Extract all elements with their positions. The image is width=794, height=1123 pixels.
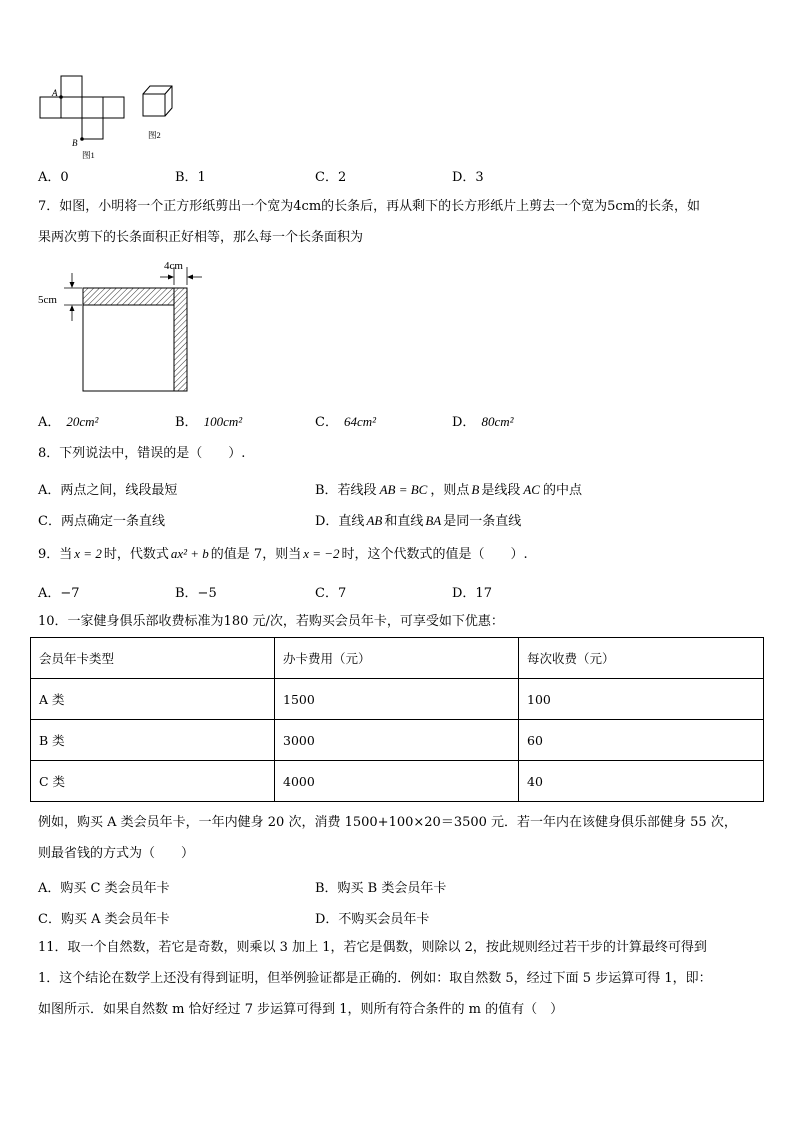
- q7-option-a: A． 20cm²: [38, 414, 99, 430]
- table-cell: 100: [519, 679, 764, 720]
- q10-option-b: B．购买 B 类会员年卡: [315, 881, 447, 896]
- q10-stem: 10．一家健身俱乐部收费标准为180 元/次，若购买会员年卡，可享受如下优惠：: [38, 614, 504, 629]
- q9-option-a: A．−7: [38, 586, 80, 601]
- q11-stem-line1: 11．取一个自然数，若它是奇数，则乘以 3 加上 1，若它是偶数，则除以 2，按此规则经过若干步的计算最终可得到: [38, 940, 707, 955]
- q10-example-line2: 则最省钱的方式为（ ）: [38, 846, 195, 861]
- table-cell: B 类: [31, 720, 275, 761]
- dim-4cm-label: 4cm: [164, 260, 183, 272]
- table-row: [31, 679, 764, 720]
- table-cell: 40: [519, 761, 764, 802]
- table-cell: A 类: [31, 679, 275, 720]
- q9-option-b: B．−5: [175, 586, 217, 601]
- q8-option-c: C．两点确定一条直线: [38, 514, 165, 529]
- q10-option-c: C．购买 A 类会员年卡: [38, 912, 170, 927]
- table-header-cell: 办卡费用（元）: [275, 638, 519, 679]
- table-cell: 3000: [275, 720, 519, 761]
- table-cell: 1500: [275, 679, 519, 720]
- square-strip-figure: [36, 255, 206, 395]
- membership-table: [30, 637, 764, 802]
- q6-option-b: B．1: [175, 170, 206, 185]
- point-b-label: B: [72, 138, 78, 148]
- fig2-label: 图2: [148, 130, 161, 140]
- q7-option-d: D． 80cm²: [452, 414, 514, 430]
- table-cell: 4000: [275, 761, 519, 802]
- table-row: [31, 720, 764, 761]
- q10-example-line1: 例如，购买 A 类会员年卡，一年内健身 20 次，消费 1500+100×20＝3500 元．若一年内在该健身俱乐部健身 55 次，: [38, 815, 737, 830]
- q8-option-b: B．若线段 AB = BC ，则点 B 是线段 AC 的中点: [315, 482, 582, 498]
- q11-stem-line3: 如图所示．如果自然数 m 恰好经过 7 步运算可得到 1，则所有符合条件的 m 的值有（ ）: [38, 1002, 564, 1017]
- table-row: [31, 761, 764, 802]
- q8-stem: 8．下列说法中，错误的是（ ）.: [38, 446, 246, 461]
- q9-option-c: C．7: [315, 586, 347, 601]
- q8-option-a: A．两点之间，线段最短: [38, 483, 178, 498]
- q7-option-c: C． 64cm²: [315, 414, 377, 430]
- q6-option-d: D．3: [452, 170, 484, 185]
- table-header-row: [31, 638, 764, 679]
- point-a-label: A: [52, 88, 58, 98]
- q9-stem: 9．当 x = 2 时，代数式 ax² + b 的值是 7，则当 x = −2 时，这个代数式的值是（ ）.: [38, 546, 528, 562]
- q7-stem-line1: 7．如图，小明将一个正方形纸剪出一个宽为4cm的长条后，再从剩下的长方形纸片上剪去一个宽为5cm的长条，如: [38, 199, 701, 214]
- table-cell: C 类: [31, 761, 275, 802]
- q7-option-b: B． 100cm²: [175, 414, 243, 430]
- fig1-label: 图1: [82, 150, 95, 160]
- q6-option-c: C．2: [315, 170, 347, 185]
- q10-option-d: D．不购买会员年卡: [315, 912, 430, 927]
- q10-option-a: A．购买 C 类会员年卡: [38, 881, 170, 896]
- cube-net-figure: [30, 72, 190, 164]
- table-cell: 60: [519, 720, 764, 761]
- q9-option-d: D．17: [452, 586, 492, 601]
- q8-option-d: D．直线 AB 和直线 BA 是同一条直线: [315, 513, 522, 529]
- q6-option-a: A．0: [38, 170, 69, 185]
- table-header-cell: 会员年卡类型: [31, 638, 275, 679]
- q11-stem-line2: 1．这个结论在数学上还没有得到证明，但举例验证都是正确的．例如：取自然数 5，经过下面 5 步运算可得 1，即：: [38, 971, 712, 986]
- dim-5cm-label: 5cm: [38, 294, 57, 306]
- q7-stem-line2: 果两次剪下的长条面积正好相等，那么每一个长条面积为: [38, 230, 364, 245]
- table-header-cell: 每次收费（元）: [519, 638, 764, 679]
